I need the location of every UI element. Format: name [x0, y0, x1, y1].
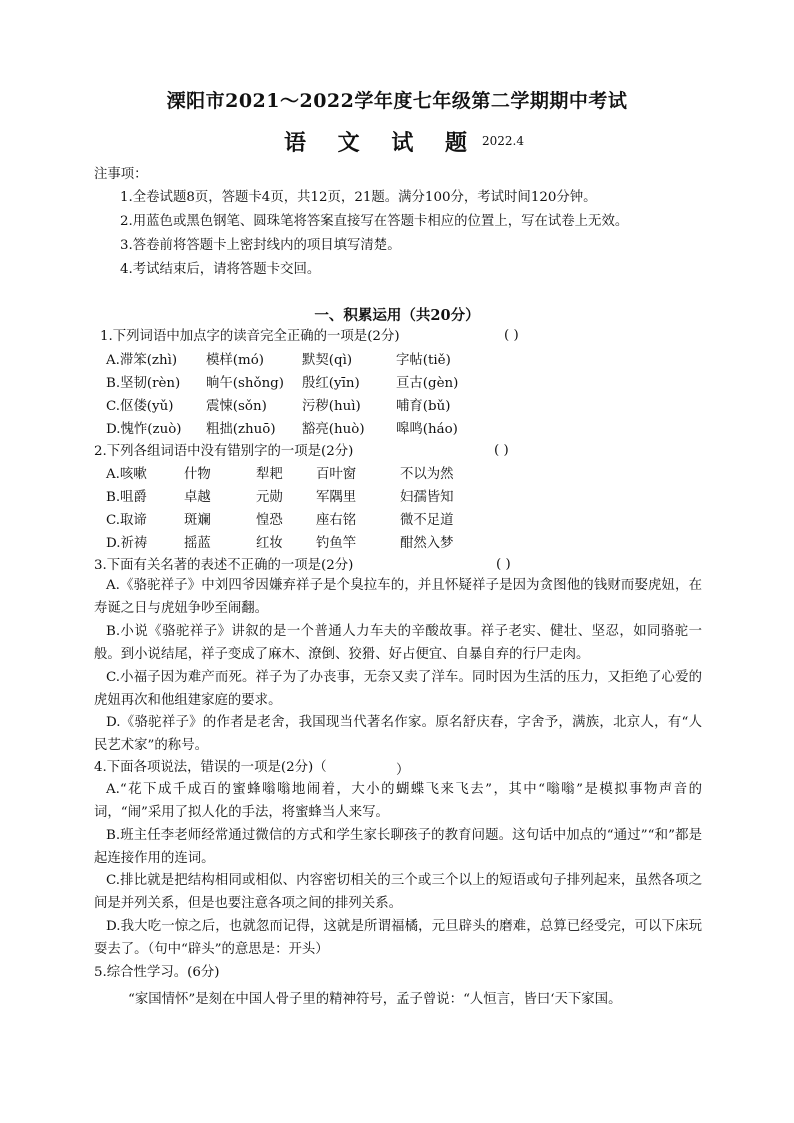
option-paragraph: B.班主任李老师经常通过微信的方式和学生家长聊孩子的教育问题。这句话中加点的“通过”“和”都是起连接作用的连词。	[94, 828, 702, 866]
option-cell: 微不足道	[400, 513, 454, 528]
option-cell: D.祈祷	[106, 536, 148, 551]
option-cell: 殷红(yīn)	[302, 376, 360, 391]
option-cell: 惶恐	[256, 513, 283, 528]
option-cell: 不以为然	[400, 467, 454, 482]
option-cell: 百叶窗	[316, 467, 357, 482]
question-stem: 2.下列各组词语中没有错别字的一项是(2分)	[94, 444, 354, 459]
option-cell: 军隅里	[316, 490, 357, 505]
passage-text: “家国情怀”是刻在中国人骨子里的精神符号，孟子曾说：“人恒言，皆曰‘天下家国。	[128, 992, 622, 1007]
option-paragraph: D.我大吃一惊之后，也就忽而记得，这就是所谓福橘，元旦辟头的磨难，总算已经受完，可以下床玩耍去了。（句中“辟头”的意思是：开头）	[94, 919, 702, 957]
option-cell: C.取谛	[106, 513, 147, 528]
notice-item: 3.答卷前将答题卡上密封线内的项目填写清楚。	[120, 238, 401, 253]
option-cell: 哺育(bǔ)	[396, 399, 451, 414]
answer-blank[interactable]: ( )	[496, 557, 511, 572]
answer-blank[interactable]: ( )	[504, 328, 519, 343]
option-cell: 嗥鸣(háo)	[396, 422, 458, 437]
option-cell: 晌午(shǒng)	[206, 376, 284, 391]
option-cell: B.咀爵	[106, 490, 147, 505]
option-cell: 斑斓	[184, 513, 211, 528]
option-paragraph: D.《骆驼祥子》的作者是老舍，我国现当代著名作家。原名舒庆春，字舍予，满族，北京人，有“人民艺术家”的称号。	[94, 715, 702, 753]
option-cell: 亘古(gèn)	[396, 376, 459, 391]
option-cell: 豁亮(huò)	[302, 422, 365, 437]
option-cell: 什物	[184, 467, 211, 482]
option-cell: D.愧怍(zuò)	[106, 422, 182, 437]
exam-date: 2022.4	[482, 134, 524, 148]
question-stem: 5.综合性学习。(6分)	[94, 965, 220, 980]
option-paragraph: A.“花下成千成百的蜜蜂嗡嗡地闹着，大小的蝴蝶飞来飞去”，其中“嗡嗡”是模拟事物声音的词，“闹”采用了拟人化的手法，将蜜蜂当人来写。	[94, 782, 702, 820]
option-cell: 粗拙(zhuō)	[206, 422, 276, 437]
exam-title: 溧阳市2021～2022学年度七年级第二学期期中考试	[166, 90, 628, 112]
option-cell: A.滞笨(zhì)	[106, 353, 178, 368]
option-paragraph: C.排比就是把结构相同或相似、内容密切相关的三个或三个以上的短语或句子排列起来，虽然各项之间是并列关系，但是也要注意各项之间的排列关系。	[94, 873, 702, 911]
question-stem: 1.下列词语中加点字的读音完全正确的一项是(2分)	[100, 329, 400, 344]
option-cell: 模样(mó)	[206, 353, 264, 368]
question-stem: 3.下面有关名著的表述不正确的一项是(2分)	[94, 558, 354, 573]
option-cell: 妇孺皆知	[400, 490, 454, 505]
option-cell: 酣然入梦	[400, 536, 454, 551]
option-cell: C.伛偻(yǔ)	[106, 399, 174, 414]
section-title: 一、积累运用（共20分）	[314, 307, 480, 324]
notice-item: 1.全卷试题8页，答题卡4页，共12页，21题。满分100分，考试时间120分钟。	[120, 190, 597, 205]
option-cell: 元勋	[256, 490, 283, 505]
option-cell: 红妆	[256, 536, 283, 551]
option-cell: 摇蓝	[184, 536, 211, 551]
notice-heading: 注事项：	[94, 167, 148, 182]
option-paragraph: A.《骆驼祥子》中刘四爷因嫌弃祥子是个臭拉车的，并且怀疑祥子是因为贪图他的钱财而娶虎妞，在寿诞之日与虎妞争吵至闹翻。	[94, 578, 702, 616]
option-cell: 震悚(sǒn)	[206, 399, 267, 414]
option-cell: 钓鱼竿	[316, 536, 357, 551]
question-stem: 4.下面各项说法，错误的一项是(2分)（	[94, 760, 327, 775]
subject-title: 语 文 试 题	[284, 130, 479, 156]
option-cell: 字帖(tiě)	[396, 353, 451, 368]
option-paragraph: C.小福子因为难产而死。祥子为了办丧事，无奈又卖了洋车。同时因为生活的压力，又拒绝了心爱的虎妞再次和他组建家庭的要求。	[94, 670, 702, 708]
notice-item: 2.用蓝色或黑色钢笔、圆珠笔将答案直接写在答题卡相应的位置上，写在试卷上无效。	[120, 214, 629, 229]
option-paragraph: B.小说《骆驼祥子》讲叙的是一个普通人力车夫的辛酸故事。祥子老实、健壮、坚忍，如同骆驼一般。到小说结尾，祥子变成了麻木、潦倒、狡猾、好占便宜、自暴自弃的行尸走肉。	[94, 624, 702, 662]
option-cell: 卓越	[184, 490, 211, 505]
option-cell: 犁耙	[256, 467, 283, 482]
notice-item: 4.考试结束后，请将答题卡交回。	[120, 262, 321, 277]
answer-blank[interactable]: ）	[396, 763, 410, 778]
option-cell: 默契(qì)	[302, 353, 353, 368]
option-cell: 座右铭	[316, 513, 357, 528]
option-cell: B.坚韧(rèn)	[106, 376, 181, 391]
option-cell: A.咳嗽	[106, 467, 147, 482]
option-cell: 污秽(huì)	[302, 399, 361, 414]
answer-blank[interactable]: ( )	[494, 443, 509, 458]
